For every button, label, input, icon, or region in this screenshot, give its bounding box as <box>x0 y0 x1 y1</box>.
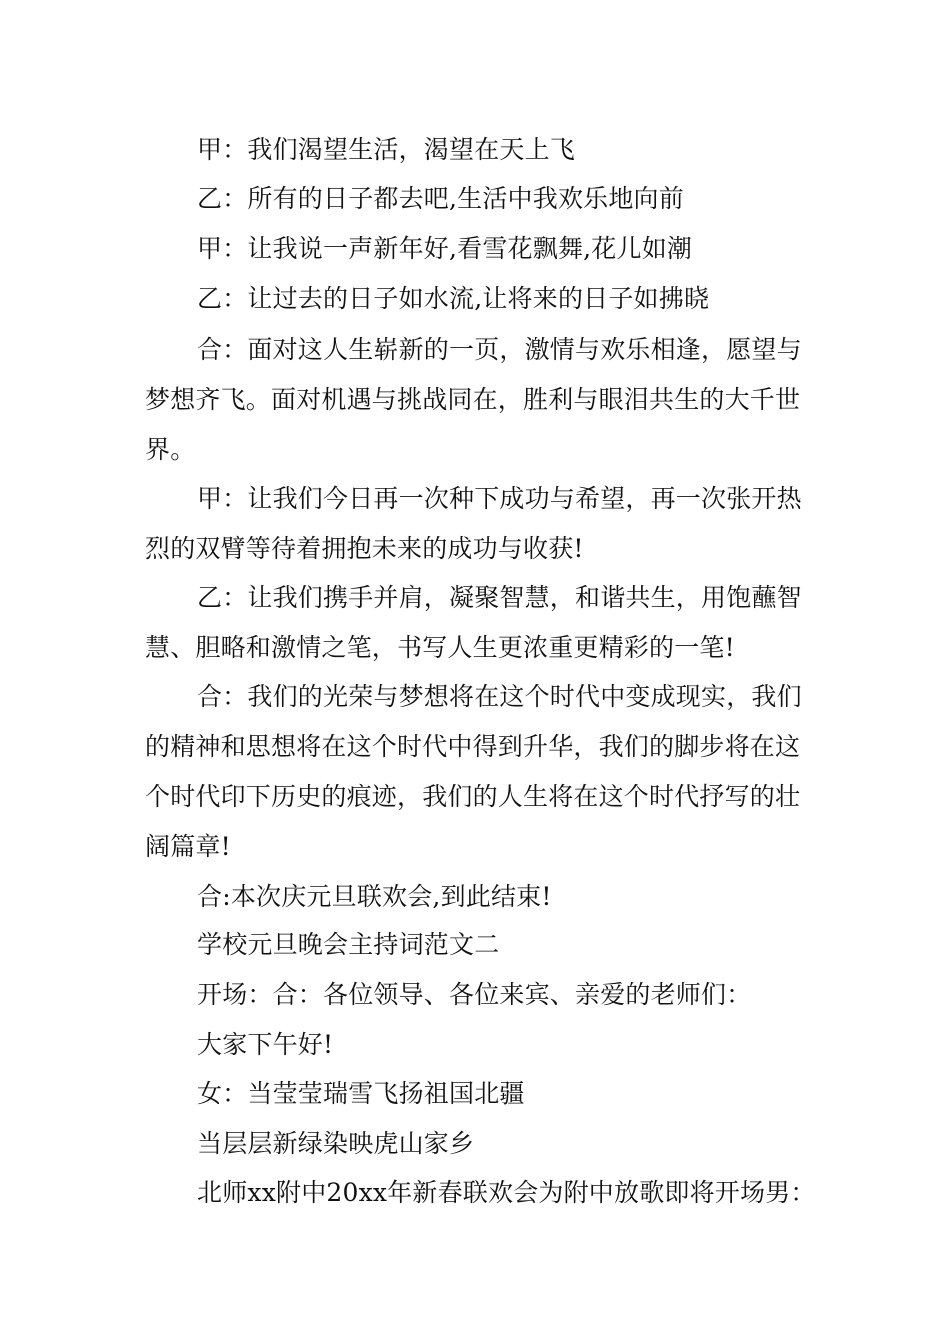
paragraph-5: 合：面对这人生崭新的一页，激情与欢乐相逢，愿望与梦想齐飞。面对机遇与挑战同在，胜利与眼泪共生的大千世界。 <box>145 335 802 464</box>
paragraph-4: 乙：让过去的日子如水流,让将来的日子如拂晓 <box>197 284 710 313</box>
section-heading: 学校元旦晚会主持词范文二 <box>197 930 500 959</box>
paragraph-3: 甲：让我说一声新年好,看雪花飘舞,花儿如潮 <box>197 234 693 263</box>
paragraph-6: 甲：让我们今日再一次种下成功与希望，再一次张开热烈的双臂等待着拥抱未来的成功与收获! <box>145 484 802 563</box>
paragraph-1: 甲：我们渴望生活，渴望在天上飞 <box>197 135 576 164</box>
paragraph-7: 乙：让我们携手并肩，凝聚智慧，和谐共生，用饱蘸智慧、胆略和激情之笔，书写人生更浓重更精彩的一笔! <box>145 583 802 662</box>
paragraph-15: 北师xx附中20xx年新春联欢会为附中放歌即将开场男： <box>197 1178 816 1207</box>
paragraph-13: 女：当莹莹瑞雪飞扬祖国北疆 <box>197 1079 525 1108</box>
paragraph-2: 乙：所有的日子都去吧,生活中我欢乐地向前 <box>197 184 684 213</box>
paragraph-9: 合:本次庆元旦联欢会,到此结束! <box>197 882 552 911</box>
paragraph-12: 大家下午好! <box>197 1030 334 1059</box>
paragraph-8: 合：我们的光荣与梦想将在这个时代中变成现实，我们的精神和思想将在这个时代中得到升华，我们的脚步将在这个时代印下历史的痕迹，我们的人生将在这个时代抒写的壮阔篇章! <box>145 682 802 861</box>
paragraph-11: 开场：合：各位领导、各位来宾、亲爱的老师们： <box>197 980 752 1009</box>
paragraph-14: 当层层新绿染映虎山家乡 <box>197 1129 475 1158</box>
